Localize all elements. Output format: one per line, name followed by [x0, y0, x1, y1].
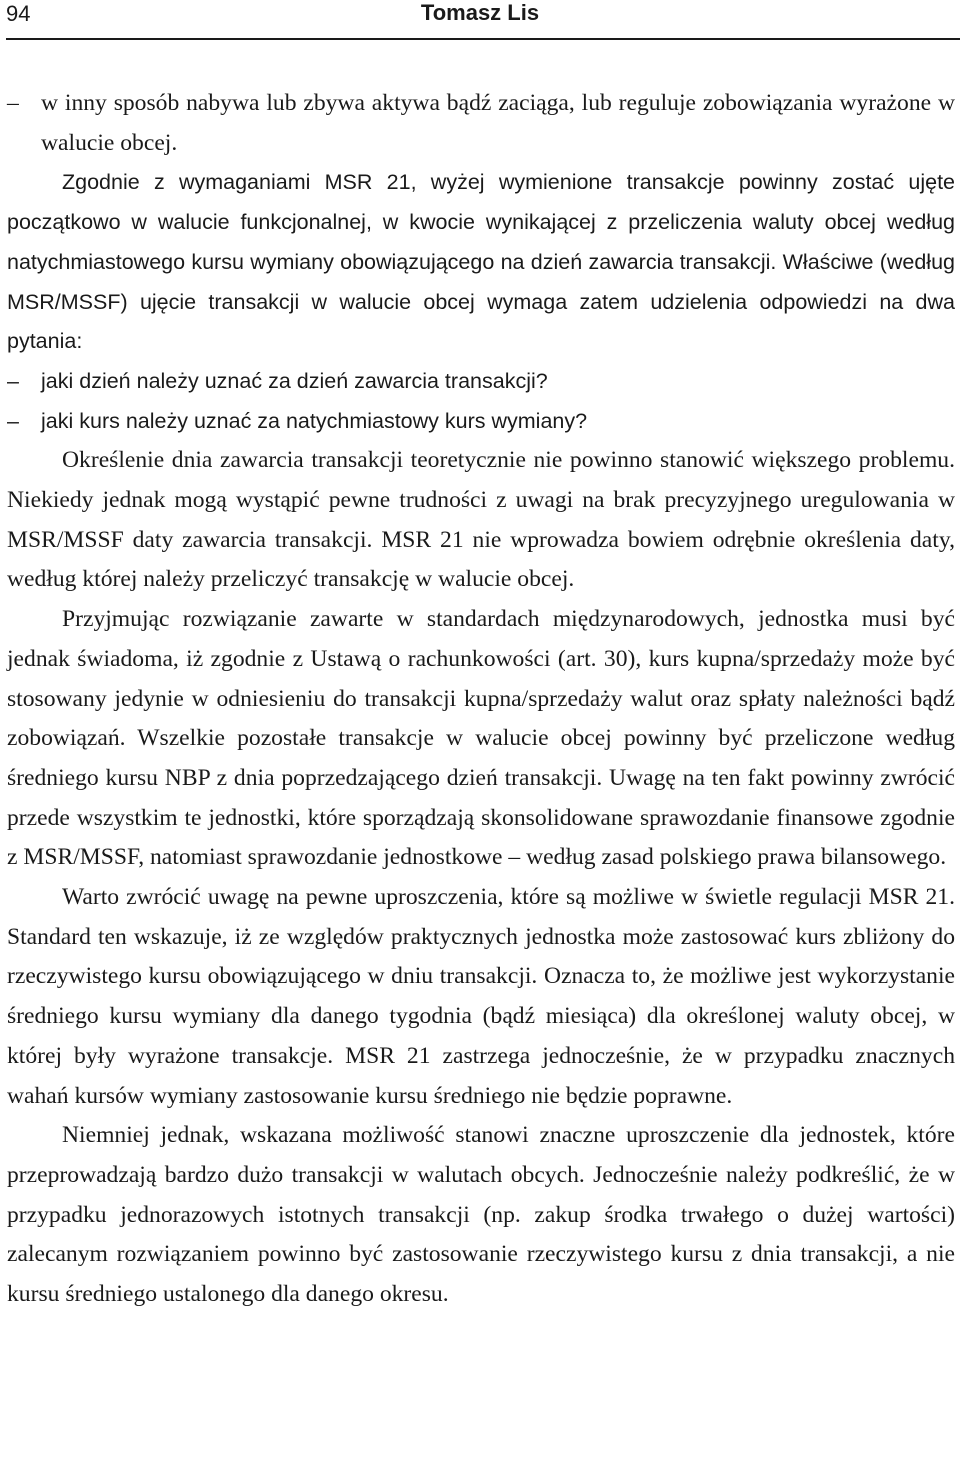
running-head-author: Tomasz Lis: [420, 0, 540, 25]
question-item: [7, 362, 955, 402]
dash-bullet: –: [7, 90, 19, 116]
paragraph-3: Przyjmując rozwiązanie zawarte w standardach międzynarodowych, jednostka musi być jednak świadoma, iż zgodnie z Ustawą o rachunkowości (art. 30), kurs kupna/sprzedaży może być stosowany jedynie w odniesieniu do transakcji kupna/sprzedaży walut oraz spłaty należności bądź zobowiązań. Wszelkie pozostałe transakcje w walucie obcej powinny być przeliczone według średniego kursu NBP z dnia poprzedzającego dzień transakcji. Uwagę na ten fakt powinny zwrócić przede wszystkim te jednostki, które sporządzają skonsolidowane sprawozdanie finansowe zgodnie z MSR/MSSF, natomiast sprawozdanie jednostkowe – według zasad polskiego prawa bilansowego.: [7, 606, 955, 871]
question-text: jaki kurs należy uznać za natychmiastowy kurs wymiany?: [41, 408, 588, 433]
list-item-text: w inny sposób nabywa lub zbywa aktywa bądź zaciąga, lub reguluje zobowiązania wyrażone w walucie obcej.: [41, 90, 955, 156]
page-number: 94: [6, 1, 31, 26]
dash-bullet: –: [7, 408, 19, 433]
list-item: [7, 84, 955, 163]
header-rule: [6, 38, 960, 40]
paragraph-5: Niemniej jednak, wskazana możliwość stanowi znaczne uproszczenie dla jednostek, które przeprowadzają bardzo dużo transakcji w walutach obcych. Jednocześnie należy podkreślić, że w przypadku jednorazowych istotnych transakcji (np. zakup środka trwałego o dużej wartości) zalecanym rozwiązaniem powinno być zastosowanie rzeczywistego kursu z dnia transakcji, a nie kursu średniego ustalonego dla danego okresu.: [7, 1122, 955, 1308]
question-text: jaki dzień należy uznać za dzień zawarcia transakcji?: [41, 368, 548, 393]
dash-bullet: –: [7, 368, 19, 393]
paragraph-1: Zgodnie z wymaganiami MSR 21, wyżej wymienione transakcje powinny zostać ujęte początkowo w walucie funkcjonalnej, w kwocie wynikającej z przeliczenia waluty obcej według natychmiastowego kursu wymiany obowiązującego na dzień zawarcia transakcji. Właściwe (według MSR/MSSF) ujęcie transakcji w walucie obcej wymaga zatem udzielenia odpowiedzi na dwa pytania:: [7, 170, 955, 354]
paragraph-2: Określenie dnia zawarcia transakcji teoretycznie nie powinno stanowić większego problemu. Niekiedy jednak mogą wystąpić pewne trudności z uwagi na brak precyzyjnego uregulowania w MSR/MSSF daty zawarcia transakcji. MSR 21 nie wprowadza bowiem odrębnie określenia daty, według której należy przeliczyć transakcję w walucie obcej.: [7, 447, 955, 593]
question-item: [7, 402, 955, 442]
paragraph-4: Warto zwrócić uwagę na pewne uproszczenia, które są możliwe w świetle regulacji MSR 21. Standard ten wskazuje, iż ze względów praktycznych jednostka może zastosować kurs zbliżony do rzeczywistego kursu obowiązującego w dniu transakcji. Oznacza to, że możliwe jest wykorzystanie średniego kursu wymiany dla danego tygodnia (bądź miesiąca) dla określonej waluty obcej, w której były wyrażone transakcje. MSR 21 zastrzega jednocześnie, że w przypadku znacznych wahań kursów wymiany zastosowanie kursu średniego nie będzie poprawne.: [7, 884, 955, 1109]
page-body: [7, 84, 955, 1315]
page-header: [0, 0, 960, 40]
